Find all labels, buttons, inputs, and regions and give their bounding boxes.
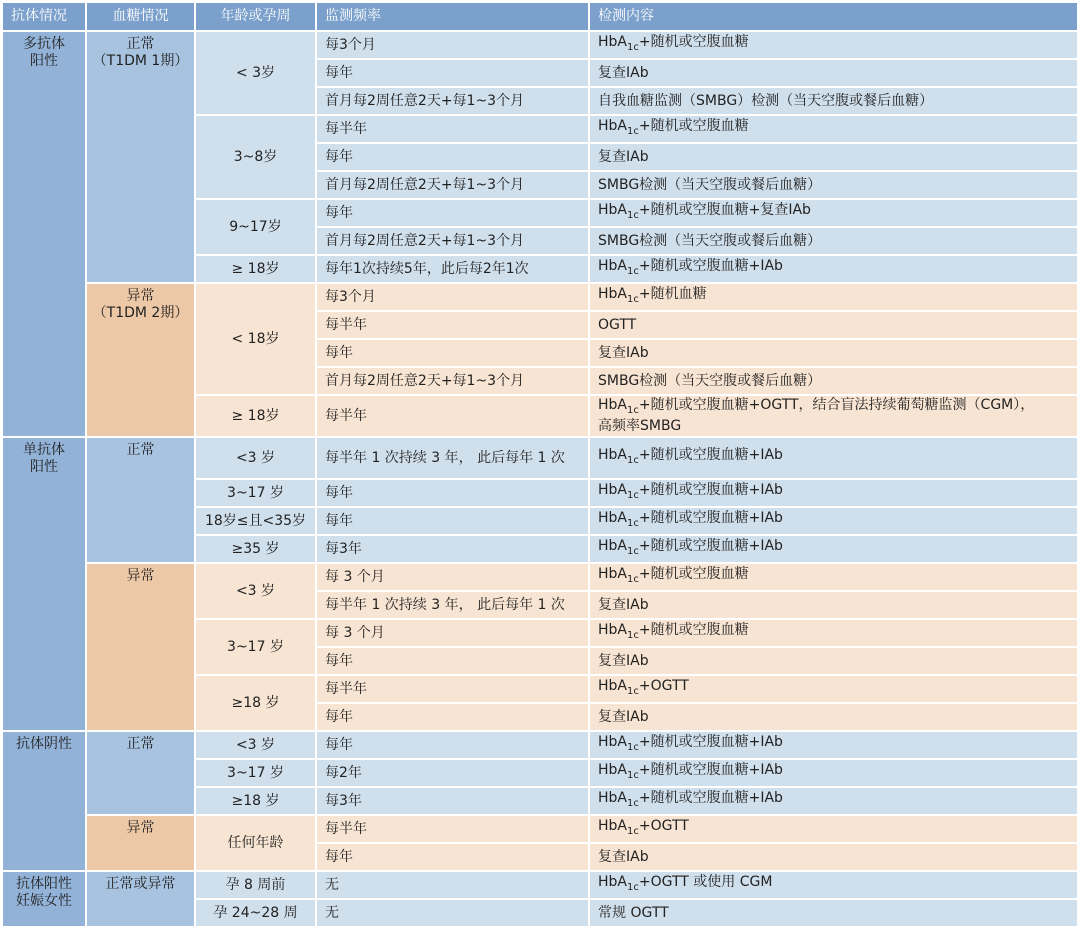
- content-cell: [590, 256, 1077, 282]
- content-cell: [590, 648, 1077, 674]
- age-label: 孕 8 周前: [225, 876, 286, 893]
- frequency-cell: [317, 564, 588, 590]
- glucose-group-cell: [87, 732, 194, 814]
- cell-text: HbA$_{1c}$+随机或空腹血糖+IAb: [598, 482, 783, 501]
- frequency-text: 每半年: [325, 316, 367, 333]
- age-group-cell: [196, 536, 315, 562]
- antibody-label: 抗体阴性: [16, 736, 72, 752]
- frequency-text: 每半年: [325, 120, 367, 137]
- frequency-text: 每半年: [325, 680, 367, 697]
- header-cell: [87, 3, 194, 30]
- glucose-group-cell: [87, 438, 194, 562]
- cell-text: HbA$_{1c}$+OGTT: [598, 818, 689, 837]
- age-group-cell: [196, 676, 315, 730]
- cell-text: HbA$_{1c}$+随机或空腹血糖+IAb: [598, 734, 783, 753]
- header-cell: [590, 3, 1077, 30]
- content-cell: [590, 312, 1077, 338]
- frequency-text: 每年: [325, 708, 353, 725]
- content-cell: [590, 480, 1077, 506]
- header-cell: [196, 3, 315, 30]
- cell-text: HbA$_{1c}$+随机或空腹血糖: [598, 622, 749, 641]
- glucose-label: 异常: [126, 820, 155, 836]
- frequency-cell: [317, 396, 588, 436]
- age-group-cell: [196, 116, 315, 198]
- age-label: 任何年龄: [227, 834, 284, 851]
- glucose-label: 异常 （T1DM 2期）: [92, 288, 189, 321]
- glucose-label: 正常或异常: [105, 876, 176, 892]
- content-cell: [590, 704, 1077, 730]
- age-group-cell: [196, 256, 315, 282]
- age-group-cell: [196, 508, 315, 534]
- cell-text: 复查IAb: [598, 596, 649, 613]
- frequency-cell: [317, 480, 588, 506]
- cell-text: HbA$_{1c}$+随机或空腹血糖+IAb: [598, 447, 783, 466]
- age-group-cell: [196, 438, 315, 478]
- content-cell: [590, 900, 1077, 926]
- frequency-cell: [317, 732, 588, 758]
- frequency-text: 每年: [325, 848, 353, 865]
- cell-text: SMBG检测（当天空腹或餐后血糖）: [598, 232, 822, 249]
- age-group-cell: [196, 480, 315, 506]
- frequency-text: 每3个月: [325, 288, 376, 305]
- age-label: 9~17岁: [229, 218, 282, 235]
- content-cell: [590, 592, 1077, 618]
- content-cell: [590, 564, 1077, 590]
- glucose-group-cell: [87, 564, 194, 730]
- header-label: 检测内容: [598, 8, 654, 24]
- frequency-cell: [317, 88, 588, 114]
- frequency-text: 首月每2周任意2天+每1~3个月: [325, 176, 525, 193]
- antibody-group-cell: [3, 872, 85, 926]
- frequency-text: 每半年: [325, 407, 367, 424]
- antibody-group-cell: [3, 732, 85, 870]
- frequency-cell: [317, 760, 588, 786]
- frequency-text: 每3年: [325, 540, 362, 557]
- cell-text: HbA$_{1c}$+随机或空腹血糖: [598, 566, 749, 585]
- antibody-label: 抗体阳性 妊娠女性: [16, 876, 72, 909]
- age-group-cell: [196, 900, 315, 926]
- frequency-text: 每年: [325, 148, 353, 165]
- frequency-cell: [317, 340, 588, 366]
- content-cell: [590, 60, 1077, 86]
- cell-text: 复查IAb: [598, 344, 649, 361]
- cell-text: HbA$_{1c}$+OGTT 或使用 CGM: [598, 874, 773, 893]
- cell-text: HbA$_{1c}$+随机或空腹血糖+OGTT，结合盲法持续葡萄糖监测（CGM）， 高频率SMBG: [598, 396, 1035, 435]
- frequency-cell: [317, 648, 588, 674]
- content-cell: [590, 340, 1077, 366]
- frequency-cell: [317, 60, 588, 86]
- glucose-label: 异常: [126, 568, 155, 584]
- cell-text: SMBG检测（当天空腹或餐后血糖）: [598, 176, 822, 193]
- cell-text: 复查IAb: [598, 652, 649, 669]
- frequency-cell: [317, 788, 588, 814]
- frequency-text: 每3年: [325, 792, 362, 809]
- header-label: 血糖情况: [112, 8, 169, 24]
- age-group-cell: [196, 788, 315, 814]
- cell-text: 复查IAb: [598, 848, 649, 865]
- frequency-cell: [317, 872, 588, 898]
- age-group-cell: [196, 32, 315, 114]
- frequency-cell: [317, 228, 588, 254]
- frequency-text: 每年1次持续5年，此后每2年1次: [325, 260, 529, 277]
- age-label: <3 岁: [235, 449, 276, 466]
- frequency-cell: [317, 704, 588, 730]
- glucose-group-cell: [87, 872, 194, 926]
- age-label: <3 岁: [235, 582, 276, 599]
- cell-text: HbA$_{1c}$+随机或空腹血糖+IAb: [598, 762, 783, 781]
- frequency-text: 每2年: [325, 764, 362, 781]
- cell-text: SMBG检测（当天空腹或餐后血糖）: [598, 372, 822, 389]
- content-cell: [590, 676, 1077, 702]
- age-label: 3~17 岁: [227, 638, 284, 655]
- frequency-cell: [317, 676, 588, 702]
- frequency-text: 每年: [325, 736, 353, 753]
- frequency-cell: [317, 620, 588, 646]
- content-cell: [590, 284, 1077, 310]
- age-group-cell: [196, 732, 315, 758]
- age-label: ≥18 岁: [231, 694, 280, 711]
- content-cell: [590, 844, 1077, 870]
- glucose-label: 正常 （T1DM 1期）: [92, 36, 189, 69]
- content-cell: [590, 788, 1077, 814]
- frequency-cell: [317, 900, 588, 926]
- frequency-text: 每年: [325, 344, 353, 361]
- age-label: ≥35 岁: [231, 540, 280, 557]
- age-label: <3 岁: [235, 736, 276, 753]
- age-label: < 3岁: [235, 64, 276, 81]
- glucose-group-cell: [87, 284, 194, 436]
- frequency-cell: [317, 144, 588, 170]
- cell-text: HbA$_{1c}$+随机或空腹血糖+IAb: [598, 790, 783, 809]
- frequency-cell: [317, 172, 588, 198]
- age-group-cell: [196, 200, 315, 254]
- frequency-cell: [317, 508, 588, 534]
- cell-text: HbA$_{1c}$+随机或空腹血糖+IAb: [598, 538, 783, 557]
- header-cell: [317, 3, 588, 30]
- content-cell: [590, 816, 1077, 842]
- cell-text: HbA$_{1c}$+随机或空腹血糖+复查IAb: [598, 202, 811, 221]
- age-label: ≥ 18岁: [231, 407, 280, 424]
- content-cell: [590, 172, 1077, 198]
- frequency-text: 每半年 1 次持续 3 年， 此后每年 1 次: [325, 596, 565, 613]
- frequency-text: 每半年: [325, 820, 367, 837]
- frequency-cell: [317, 116, 588, 142]
- glucose-label: 正常: [126, 736, 155, 752]
- frequency-cell: [317, 368, 588, 394]
- content-cell: [590, 200, 1077, 226]
- frequency-cell: [317, 284, 588, 310]
- cell-text: 复查IAb: [598, 708, 649, 725]
- frequency-cell: [317, 438, 588, 478]
- monitoring-table: [3, 3, 1077, 936]
- frequency-cell: [317, 816, 588, 842]
- content-cell: [590, 760, 1077, 786]
- age-label: 孕 24~28 周: [213, 904, 298, 921]
- frequency-cell: [317, 32, 588, 58]
- content-cell: [590, 508, 1077, 534]
- content-cell: [590, 116, 1077, 142]
- frequency-text: 每年: [325, 64, 353, 81]
- cell-text: HbA$_{1c}$+随机或空腹血糖: [598, 118, 749, 137]
- glucose-group-cell: [87, 32, 194, 282]
- cell-text: HbA$_{1c}$+随机或空腹血糖: [598, 34, 749, 53]
- cell-text: HbA$_{1c}$+随机血糖: [598, 286, 707, 305]
- age-group-cell: [196, 284, 315, 394]
- content-cell: [590, 228, 1077, 254]
- age-group-cell: [196, 396, 315, 436]
- glucose-label: 正常: [126, 442, 155, 458]
- header-cell: [3, 3, 85, 30]
- content-cell: [590, 88, 1077, 114]
- antibody-label: 单抗体 阳性: [23, 442, 65, 475]
- frequency-text: 每半年 1 次持续 3 年， 此后每年 1 次: [325, 449, 565, 466]
- cell-text: 复查IAb: [598, 64, 649, 81]
- frequency-cell: [317, 536, 588, 562]
- antibody-group-cell: [3, 438, 85, 730]
- cell-text: HbA$_{1c}$+随机或空腹血糖+IAb: [598, 510, 783, 529]
- frequency-text: 每年: [325, 512, 353, 529]
- content-cell: [590, 438, 1077, 478]
- age-group-cell: [196, 620, 315, 674]
- frequency-text: 每年: [325, 484, 353, 501]
- content-cell: [590, 144, 1077, 170]
- frequency-cell: [317, 592, 588, 618]
- header-label: 抗体情况: [11, 8, 67, 24]
- antibody-group-cell: [3, 32, 85, 436]
- age-group-cell: [196, 872, 315, 898]
- age-label: 3~8岁: [233, 148, 278, 165]
- frequency-text: 每年: [325, 204, 353, 221]
- frequency-cell: [317, 200, 588, 226]
- frequency-cell: [317, 844, 588, 870]
- age-label: 3~17 岁: [227, 484, 284, 501]
- content-cell: [590, 32, 1077, 58]
- cell-text: 自我血糖监测（SMBG）检测（当天空腹或餐后血糖）: [598, 92, 934, 109]
- header-label: 年龄或孕周: [220, 8, 291, 24]
- frequency-cell: [317, 312, 588, 338]
- frequency-text: 每3个月: [325, 36, 376, 53]
- frequency-text: 每 3 个月: [325, 568, 385, 585]
- cell-text: 复查IAb: [598, 148, 649, 165]
- frequency-text: 每年: [325, 652, 353, 669]
- content-cell: [590, 732, 1077, 758]
- header-label: 监测频率: [325, 8, 381, 24]
- age-group-cell: [196, 760, 315, 786]
- frequency-text: 首月每2周任意2天+每1~3个月: [325, 232, 525, 249]
- age-label: ≥ 18岁: [231, 260, 280, 277]
- content-cell: [590, 368, 1077, 394]
- age-group-cell: [196, 816, 315, 870]
- antibody-label: 多抗体 阳性: [23, 36, 65, 69]
- age-group-cell: [196, 564, 315, 618]
- content-cell: [590, 872, 1077, 898]
- frequency-text: 首月每2周任意2天+每1~3个月: [325, 372, 525, 389]
- cell-text: 常规 OGTT: [598, 904, 669, 921]
- frequency-text: 无: [325, 876, 339, 893]
- frequency-text: 无: [325, 904, 339, 921]
- age-label: ≥18 岁: [231, 792, 280, 809]
- cell-text: HbA$_{1c}$+OGTT: [598, 678, 689, 697]
- frequency-cell: [317, 256, 588, 282]
- content-cell: [590, 620, 1077, 646]
- age-label: 18岁≤且<35岁: [204, 512, 307, 529]
- frequency-text: 每 3 个月: [325, 624, 385, 641]
- cell-text: OGTT: [598, 316, 637, 333]
- glucose-group-cell: [87, 816, 194, 870]
- frequency-text: 首月每2周任意2天+每1~3个月: [325, 92, 525, 109]
- age-label: 3~17 岁: [227, 764, 284, 781]
- cell-text: HbA$_{1c}$+随机或空腹血糖+IAb: [598, 258, 783, 277]
- content-cell: [590, 536, 1077, 562]
- content-cell: [590, 396, 1077, 436]
- age-label: < 18岁: [231, 330, 280, 347]
